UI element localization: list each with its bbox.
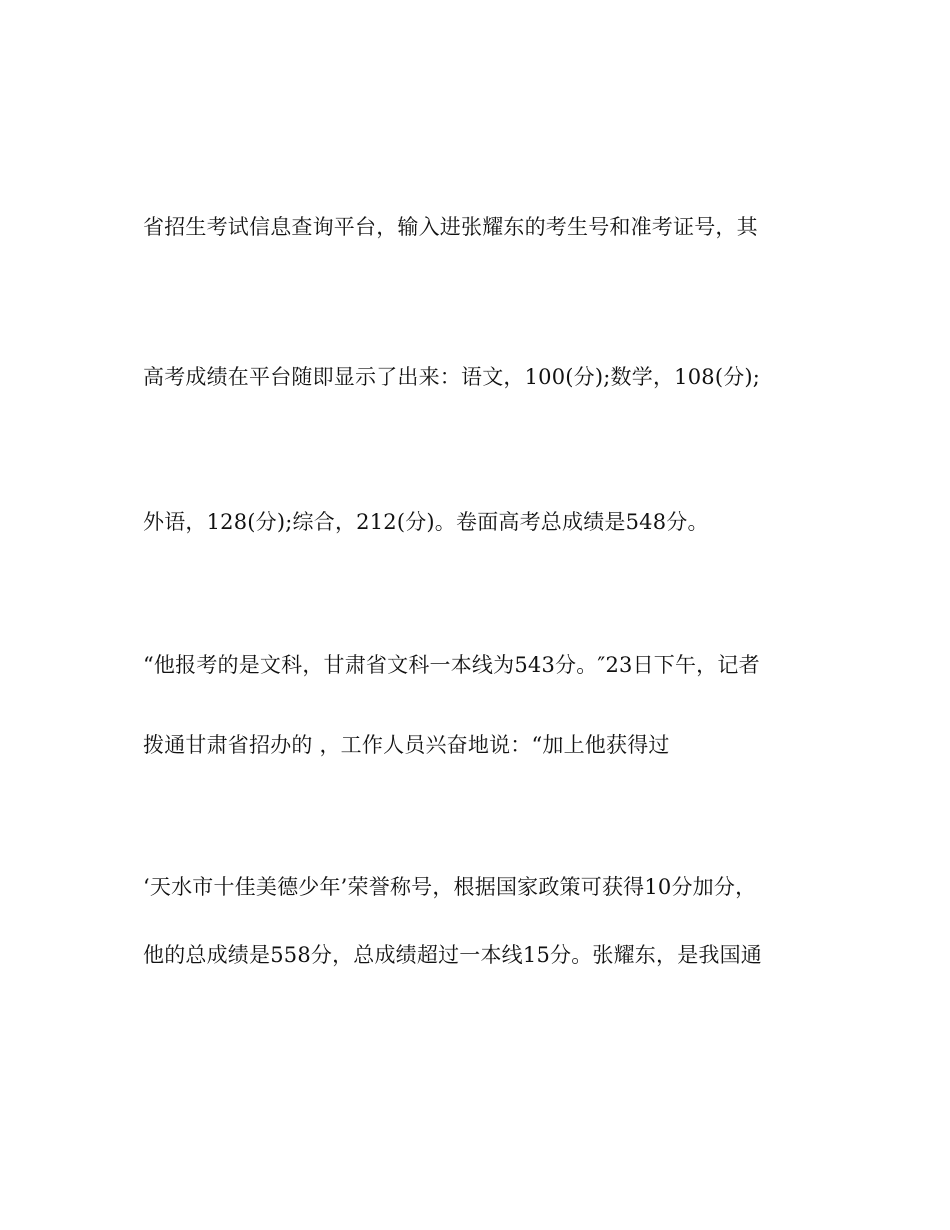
body-text-line: 外语，128(分);综合，212(分)。卷面高考总成绩是548分。	[143, 510, 709, 534]
body-text-line: ‘天水市十佳美德少年’荣誉称号，根据国家政策可获得10分加分，	[143, 875, 757, 899]
body-text-line: 拨通甘肃省招办的 ，工作人员兴奋地说：“加上他获得过	[143, 733, 670, 757]
body-text-line: 高考成绩在平台随即显示了出来：语文，100(分);数学，108(分);	[143, 365, 761, 389]
body-text-line: 省招生考试信息查询平台，输入进张耀东的考生号和准考证号，其	[143, 215, 758, 239]
body-text-line: “他报考的是文科，甘肃省文科一本线为543分。″23日下午，记者	[143, 653, 760, 677]
body-text-line: 他的总成绩是558分，总成绩超过一本线15分。张耀东，是我国通	[143, 943, 763, 967]
